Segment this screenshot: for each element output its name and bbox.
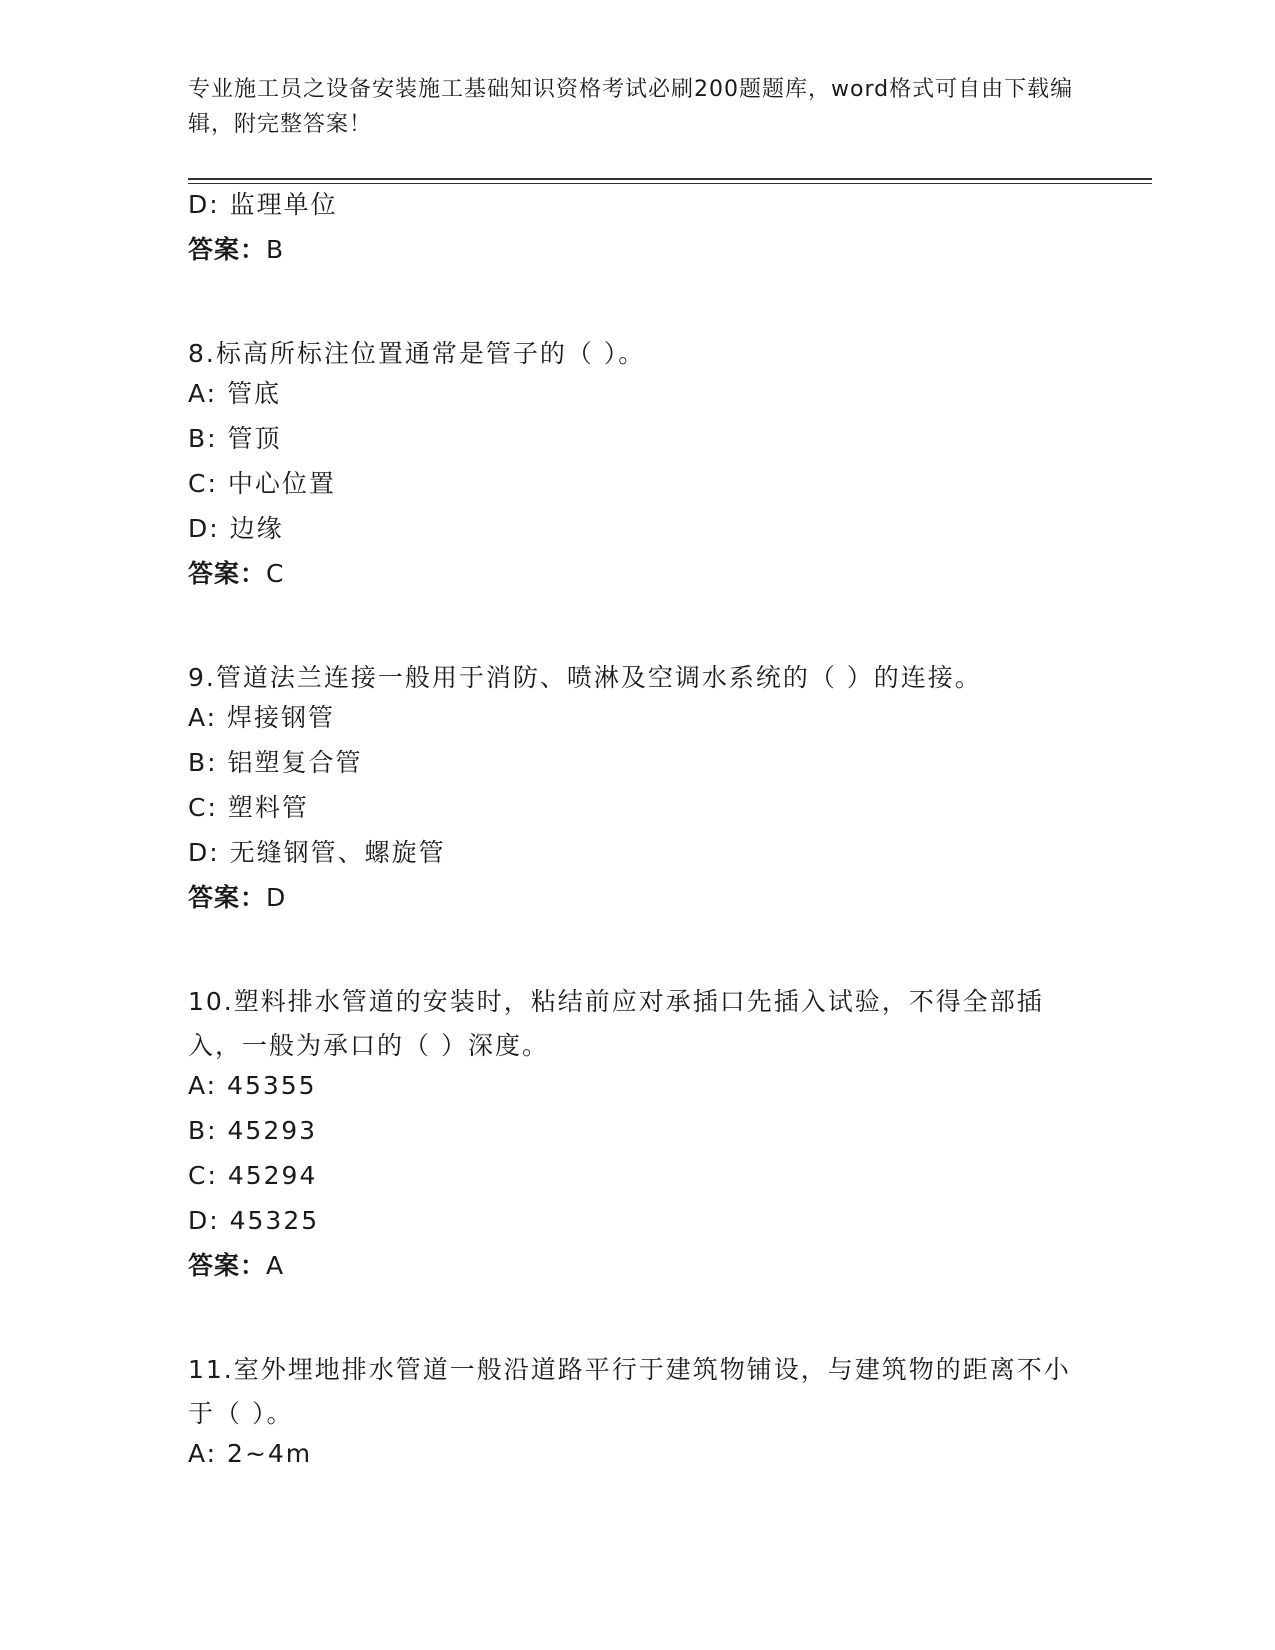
answer-label: 答案： <box>188 235 267 264</box>
option-c: C: 45294 <box>188 1161 318 1190</box>
question-text: 8.标高所标注位置通常是管子的（ ）。 <box>188 339 646 368</box>
option-a: A: 45355 <box>188 1071 317 1100</box>
question-text: 10.塑料排水管道的安装时，粘结前应对承插口先插入试验，不得全部插入，一般为承口的（ ）深度。 <box>188 987 1044 1060</box>
answer-value: B <box>266 235 285 264</box>
question-block <box>188 656 1088 914</box>
option-d: D: 边缘 <box>188 514 284 543</box>
option-a: A: 焊接钢管 <box>188 703 336 732</box>
answer-label: 答案： <box>188 883 267 912</box>
option-d: D: 监理单位 <box>188 190 338 219</box>
document-header: 专业施工员之设备安装施工基础知识资格考试必刷200题题库，word格式可自由下载编辑，附完整答案！ <box>188 77 1074 137</box>
option-c: C: 中心位置 <box>188 469 336 498</box>
question-block <box>188 980 1088 1282</box>
answer-label: 答案： <box>188 1251 267 1280</box>
answer-line <box>188 1250 1088 1282</box>
question-text: 9.管道法兰连接一般用于消防、喷淋及空调水系统的（ ）的连接。 <box>188 663 982 692</box>
option-c: C: 塑料管 <box>188 793 309 822</box>
answer-value: C <box>266 559 285 588</box>
answer-value: D <box>266 883 287 912</box>
option-b: B: 铝塑复合管 <box>188 748 363 777</box>
option-b: B: 45293 <box>188 1116 318 1145</box>
header-rule-thin <box>188 183 1152 184</box>
question-block <box>188 332 1088 590</box>
answer-label: 答案： <box>188 559 267 588</box>
answer-line <box>188 882 1088 914</box>
question-text: 11.室外埋地排水管道一般沿道路平行于建筑物铺设，与建筑物的距离不小于（ ）。 <box>188 1355 1071 1428</box>
option-d: D: 无缝钢管、螺旋管 <box>188 838 446 867</box>
option-a: A: 管底 <box>188 379 282 408</box>
answer-value: A <box>266 1251 285 1280</box>
option-d: D: 45325 <box>188 1206 320 1235</box>
answer-line <box>188 234 1088 266</box>
header-rule-thick <box>188 178 1152 180</box>
question-content <box>188 189 1088 1483</box>
answer-line <box>188 558 1088 590</box>
question-block <box>188 1348 1088 1470</box>
option-a: A: 2~4m <box>188 1439 313 1468</box>
option-b: B: 管顶 <box>188 424 282 453</box>
